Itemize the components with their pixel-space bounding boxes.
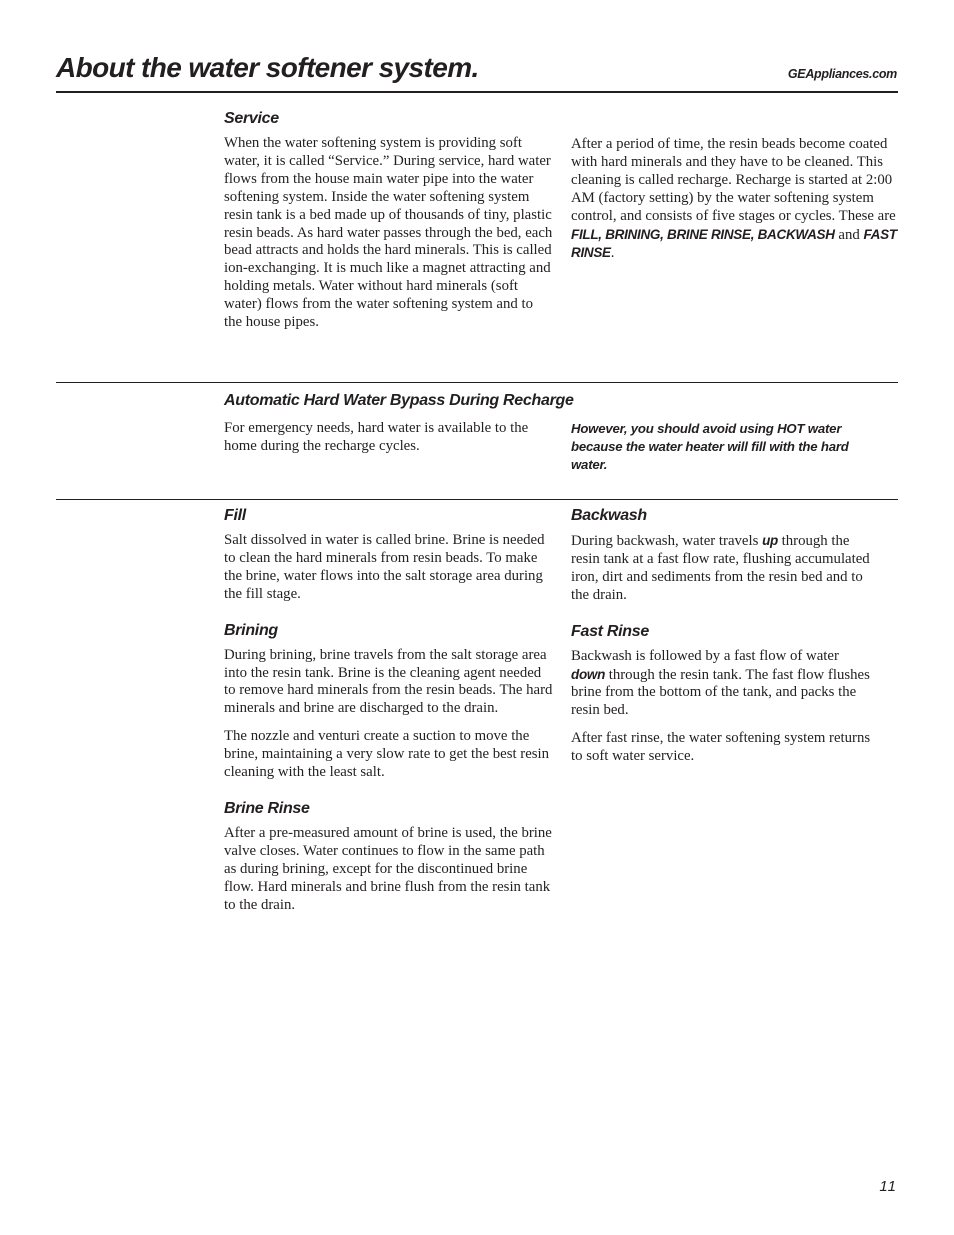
recharge-stages-list: FILL, BRINING, BRINE RINSE, BACKWASH	[571, 226, 835, 242]
backwash-heading: Backwash	[571, 507, 647, 524]
bypass-right-column	[571, 420, 871, 474]
fill-text: Salt dissolved in water is called brine. Brine is needed to clean the hard minerals from resin beads. To make the brine, water flows into the salt storage area during the fill stage.	[224, 532, 545, 602]
recharge-text	[571, 136, 901, 263]
recharge-text-part: After a period of time, the resin beads become coated with hard minerals and they have to be cleaned. This cleaning is called recharge. Recharge is started at 2:00 AM (factory setting) by the water softening system control, and consists of five stages or cycles. These are	[571, 136, 896, 224]
service-left-column	[224, 109, 554, 342]
website-url: GEAppliances.com	[787, 67, 897, 81]
brining-text-2: The nozzle and venturi create a suction to move the brine, maintaining a very slow rate to get the best resin cleaning with the least salt.	[224, 728, 550, 781]
fast-rinse-text-part: Backwash is followed by a fast flow of water	[571, 647, 839, 664]
section-divider	[56, 382, 898, 383]
stages-right-column	[571, 506, 871, 776]
backwash-emphasis: up	[762, 533, 778, 548]
bypass-heading: Automatic Hard Water Bypass During Recharge	[224, 392, 574, 409]
bypass-heading-wrap	[224, 391, 824, 417]
service-text: When the water softening system is providing soft water, it is called “Service.” During service, hard water flows from the house main water pipe into the water softening system. Inside the water softening system resin tank is a bed made up of thousands of tiny, plastic resin beads. As hard water passes through the bed, each bead attracts and holds the hard minerals. This is called ion-exchanging. It is much like a magnet attracting and holding metals. Water without hard minerals (soft water) flows from the water softening system and to the house pipes.	[224, 135, 553, 331]
fast-rinse-heading: Fast Rinse	[571, 622, 649, 640]
backwash-text-part: through the resin tank at a fast flow rate, flushing accumulated iron, dirt and sediments from the resin bed and to the drain.	[571, 533, 870, 603]
fast-rinse-emphasis: down	[571, 666, 606, 682]
backwash-text-part: During backwash, water travels	[571, 533, 763, 549]
bypass-left-column	[224, 420, 544, 466]
fast-rinse-text	[571, 648, 871, 721]
brining-text: During brining, brine travels from the salt storage area into the resin tank. Brine is the cleaning agent needed to remove hard minerals from the resin beads. The hard minerals and brine are discharged to the drain.	[224, 646, 553, 717]
brine-rinse-heading: Brine Rinse	[224, 799, 310, 817]
bypass-text: For emergency needs, hard water is available to the home during the recharge cycles.	[224, 420, 529, 454]
recharge-text-part: and	[834, 226, 864, 243]
backwash-text	[571, 532, 871, 605]
page-number: 11	[879, 1178, 897, 1195]
fill-heading: Fill	[224, 507, 246, 524]
brining-heading: Brining	[224, 621, 278, 639]
fast-rinse-text-2: After fast rinse, the water softening system returns to soft water service.	[571, 730, 871, 765]
page-title: About the water softener system.	[56, 52, 479, 83]
stages-left-column	[224, 506, 554, 925]
brine-rinse-text: After a pre-measured amount of brine is used, the brine valve closes. Water continues to flow in the same path as during brining, except for the discontinued brine flow. Hard minerals and brine flush from the resin tank to the drain.	[224, 824, 552, 913]
header-rule	[56, 91, 898, 93]
recharge-stage-fast-rinse: FAST RINSE	[571, 226, 897, 261]
service-heading: Service	[224, 110, 279, 127]
section-divider	[56, 499, 898, 500]
hot-water-warning: However, you should avoid using HOT water because the water heater will fill with the hard water.	[571, 421, 849, 472]
service-right-column	[571, 136, 901, 273]
fast-rinse-text-part: through the resin tank. The fast flow flushes brine from the bottom of the tank, and packs the resin bed.	[571, 666, 870, 719]
recharge-text-part: .	[610, 245, 615, 262]
